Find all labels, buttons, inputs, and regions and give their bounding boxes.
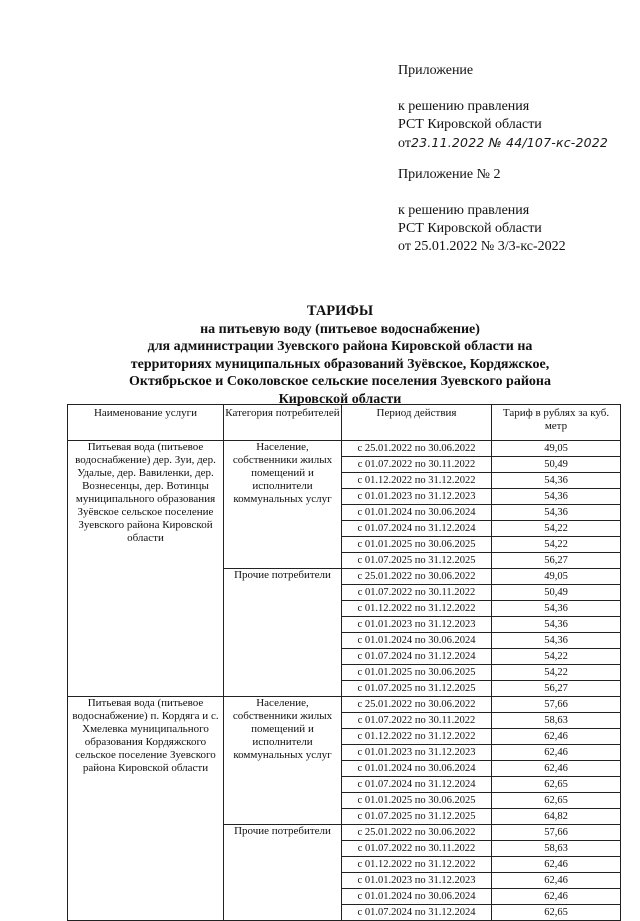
- tariff-value-cell: 62,46: [492, 729, 621, 745]
- title-main: ТАРИФЫ: [306, 303, 374, 319]
- period-cell: с 01.07.2024 по 31.12.2024: [342, 649, 492, 665]
- tariff-value-cell: 50,49: [492, 457, 621, 473]
- tariff-value-cell: 62,65: [492, 905, 621, 921]
- tariff-value-cell: 62,46: [492, 889, 621, 905]
- tariff-value-cell: 62,65: [492, 777, 621, 793]
- header-period: Период действия: [342, 405, 492, 441]
- period-cell: с 01.07.2022 по 30.11.2022: [342, 713, 492, 729]
- appendix-number-label: Приложение № 2: [398, 167, 501, 182]
- period-cell: с 01.07.2024 по 31.12.2024: [342, 777, 492, 793]
- authority-label: РСТ Кировской области: [398, 117, 542, 132]
- tariff-value-cell: 54,22: [492, 537, 621, 553]
- tariff-value-cell: 57,66: [492, 697, 621, 713]
- tariff-value-cell: 54,36: [492, 505, 621, 521]
- period-cell: с 01.01.2024 по 30.06.2024: [342, 889, 492, 905]
- authority-label: РСТ Кировской области: [398, 221, 542, 236]
- tariff-value-cell: 62,46: [492, 873, 621, 889]
- period-cell: с 01.12.2022 по 31.12.2022: [342, 473, 492, 489]
- period-cell: с 01.07.2022 по 30.11.2022: [342, 585, 492, 601]
- period-cell: с 01.01.2025 по 30.06.2025: [342, 537, 492, 553]
- period-cell: с 01.01.2025 по 30.06.2025: [342, 793, 492, 809]
- current-appendix-header: [398, 62, 608, 153]
- period-cell: с 01.01.2024 по 30.06.2024: [342, 505, 492, 521]
- tariff-value-cell: 56,27: [492, 553, 621, 569]
- tariff-table: [67, 404, 621, 921]
- decision-date-line: [398, 134, 608, 153]
- period-cell: с 01.01.2023 по 31.12.2023: [342, 873, 492, 889]
- consumer-category-cell: Прочие потребители: [224, 569, 342, 697]
- decision-date-line: от 25.01.2022 № 3/3-кс-2022: [398, 239, 566, 254]
- period-cell: с 25.01.2022 по 30.06.2022: [342, 569, 492, 585]
- tariff-value-cell: 49,05: [492, 441, 621, 457]
- period-cell: с 01.07.2024 по 31.12.2024: [342, 521, 492, 537]
- period-cell: с 01.01.2025 по 30.06.2025: [342, 665, 492, 681]
- table-header-row: [68, 405, 621, 441]
- tariff-value-cell: 50,49: [492, 585, 621, 601]
- period-cell: с 25.01.2022 по 30.06.2022: [342, 697, 492, 713]
- tariff-value-cell: 54,36: [492, 601, 621, 617]
- period-cell: с 01.12.2022 по 31.12.2022: [342, 729, 492, 745]
- consumer-category-cell: Население, собственники жилых помещений и исполнители коммунальных услуг: [224, 697, 342, 825]
- title-line: на питьевую воду (питьевое водоснабжение): [200, 321, 480, 337]
- header-service: Наименование услуги: [68, 405, 224, 441]
- period-cell: с 25.01.2022 по 30.06.2022: [342, 441, 492, 457]
- tariff-value-cell: 64,82: [492, 809, 621, 825]
- tariff-value-cell: 54,22: [492, 665, 621, 681]
- service-name-cell: Питьевая вода (питьевое водоснабжение) п. Кордяга и с. Хмелевка муниципального образования Кордяжского сельское поселение Зуевского района Кировской области: [68, 697, 224, 921]
- period-cell: с 01.01.2024 по 30.06.2024: [342, 761, 492, 777]
- consumer-category-cell: Прочие потребители: [224, 825, 342, 921]
- tariff-value-cell: 54,36: [492, 617, 621, 633]
- tariff-value-cell: 54,36: [492, 633, 621, 649]
- header-category: Категория потребителей: [224, 405, 342, 441]
- period-cell: с 01.07.2025 по 31.12.2025: [342, 553, 492, 569]
- title-line: для администрации Зуевского района Кировской области на: [147, 339, 533, 354]
- title-line: Октябрьское и Соколовское сельские поселения Зуевского района: [129, 374, 551, 389]
- tariff-value-cell: 57,66: [492, 825, 621, 841]
- table-row: [68, 441, 621, 457]
- appendix-label: Приложение: [398, 63, 474, 78]
- handwritten-date-number: 23.11.2022 № 44/107-кс-2022: [410, 135, 609, 150]
- tariff-value-cell: 58,63: [492, 713, 621, 729]
- tariff-table-body: [68, 441, 621, 921]
- period-cell: с 01.01.2023 по 31.12.2023: [342, 617, 492, 633]
- period-cell: с 01.12.2022 по 31.12.2022: [342, 601, 492, 617]
- tariff-value-cell: 54,36: [492, 489, 621, 505]
- tariff-value-cell: 54,36: [492, 473, 621, 489]
- period-cell: с 01.07.2022 по 30.11.2022: [342, 841, 492, 857]
- header-tariff: Тариф в рублях за куб. метр: [492, 405, 621, 441]
- date-prefix: от: [398, 136, 411, 151]
- period-cell: с 01.07.2024 по 31.12.2024: [342, 905, 492, 921]
- tariff-value-cell: 62,65: [492, 793, 621, 809]
- period-cell: с 01.07.2025 по 31.12.2025: [342, 681, 492, 697]
- period-cell: с 01.12.2022 по 31.12.2022: [342, 857, 492, 873]
- period-cell: с 01.01.2024 по 30.06.2024: [342, 633, 492, 649]
- period-cell: с 25.01.2022 по 30.06.2022: [342, 825, 492, 841]
- tariff-value-cell: 58,63: [492, 841, 621, 857]
- decision-label: к решению правления: [398, 99, 530, 114]
- title-line: территориях муниципальных образований Зуёвское, Кордяжское,: [130, 356, 550, 372]
- table-row: [68, 697, 621, 713]
- title-line: Кировской области: [278, 391, 402, 407]
- period-cell: с 01.01.2023 по 31.12.2023: [342, 745, 492, 761]
- tariff-value-cell: 62,46: [492, 857, 621, 873]
- tariff-value-cell: 54,22: [492, 649, 621, 665]
- period-cell: с 01.07.2025 по 31.12.2025: [342, 809, 492, 825]
- tariff-value-cell: 49,05: [492, 569, 621, 585]
- period-cell: с 01.07.2022 по 30.11.2022: [342, 457, 492, 473]
- tariff-value-cell: 62,46: [492, 745, 621, 761]
- decision-label: к решению правления: [398, 203, 530, 218]
- document-title: [60, 303, 620, 408]
- tariff-value-cell: 54,22: [492, 521, 621, 537]
- consumer-category-cell: Население, собственники жилых помещений и исполнители коммунальных услуг: [224, 441, 342, 569]
- tariff-value-cell: 56,27: [492, 681, 621, 697]
- service-name-cell: Питьевая вода (питьевое водоснабжение) дер. Зуи, дер. Удалые, дер. Вавиленки, дер. Вознесенцы, дер. Вотинцы муниципального образования Зуёвское сельское поселение Зуевского района Кировской области: [68, 441, 224, 697]
- previous-appendix-header: [398, 166, 566, 256]
- period-cell: с 01.01.2023 по 31.12.2023: [342, 489, 492, 505]
- tariff-value-cell: 62,46: [492, 761, 621, 777]
